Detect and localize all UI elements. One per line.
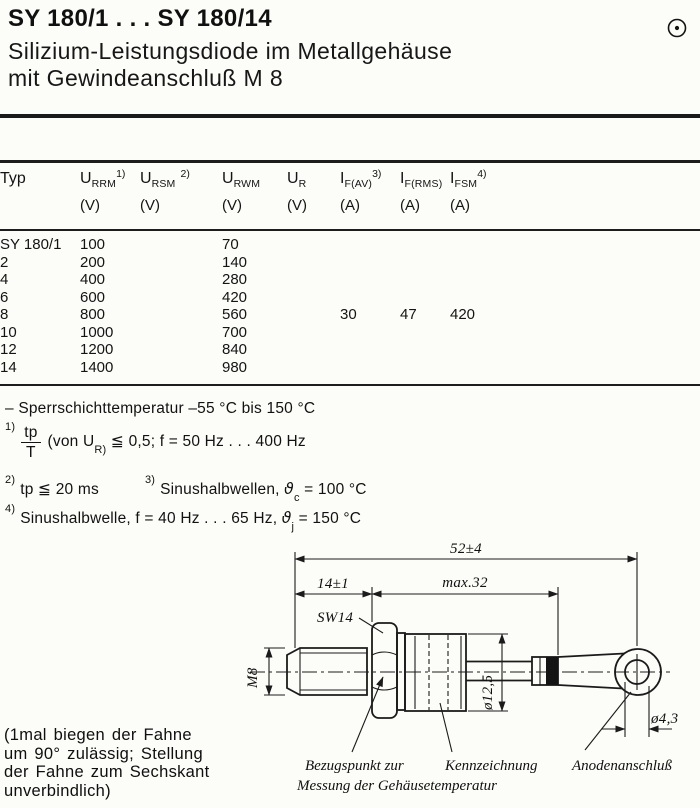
cell-urrm: 800: [80, 306, 106, 323]
cell-typ: 2: [0, 253, 9, 271]
thread-root-lines: [300, 648, 367, 695]
col-header-ur: $U_R$: [287, 170, 307, 190]
cell-typ: 14: [0, 358, 17, 376]
footnote-2-text: tp ≦ 20 ms: [20, 481, 99, 499]
cell-typ: 10: [0, 323, 17, 341]
table-row: [0, 230, 700, 254]
case-edge-lines: [415, 636, 461, 709]
label-anode-connection: Anodenanschluß: [572, 758, 672, 774]
table-row: [0, 324, 700, 342]
flag-note-line-4: unverbindlich): [4, 781, 111, 800]
title-divider-rule: [0, 114, 700, 118]
subtitle-line-1: Silizium-Leistungsdiode im Metallgehäuse: [8, 38, 453, 64]
cell-urwm: 420: [222, 288, 248, 306]
table-row: [0, 306, 700, 324]
cell-urrm: 1000: [80, 323, 114, 341]
cell-urrm: 100: [80, 236, 106, 253]
cell-urrm: 200: [80, 253, 106, 271]
circle-dot-mark-icon: [664, 16, 690, 42]
page-subtitle: [8, 38, 648, 92]
cell-urwm: 700: [222, 323, 248, 341]
ratings-table: [0, 160, 700, 386]
unit-ursm: (V): [140, 197, 160, 214]
hex-facet-lines: [372, 652, 397, 690]
col-header-ifsm: $I_{FSM}^{4)}$: [450, 168, 487, 190]
theta-case-symbol: ϑ: [284, 480, 294, 499]
unit-ur: (V): [287, 197, 307, 214]
footnote-1: $^{1)}$ $\frac{tp}{T}$ (von $U_{R)}$ ≦ 0,5; f = 50 Hz . . . 400 Hz: [5, 421, 306, 461]
cell-urwm: 70: [222, 236, 239, 253]
page-title: SY 180/1 . . . SY 180/14: [8, 5, 272, 32]
label-reference-point-line2: Messung der Gehäusetemperatur: [297, 778, 497, 794]
label-reference-point-line1: Bezugspunkt zur: [305, 758, 404, 774]
collar: [397, 633, 405, 710]
theta-junction-symbol: ϑ: [281, 509, 292, 528]
table-row: [0, 271, 700, 289]
footnote-1-marker: 1): [5, 421, 16, 433]
ext-lines-hole-dia: [625, 682, 649, 737]
cell-urrm: 1400: [80, 358, 114, 376]
cell-urrm: 400: [80, 271, 106, 288]
leader-wrench-size: [359, 618, 383, 633]
cell-urwm: 280: [222, 271, 248, 288]
cell-typ: 8: [0, 306, 9, 323]
case-body: [405, 634, 466, 711]
table-row: [0, 254, 700, 272]
flag-note-line-1: (1mal biegen der Fahne: [4, 726, 192, 744]
col-header-urwm: $U_{RWM}$: [222, 170, 261, 190]
cell-urrm: 600: [80, 288, 106, 306]
table-header: [0, 162, 700, 231]
table-body: [0, 230, 700, 385]
col-header-typ: [0, 162, 80, 197]
unit-ifsm: (A): [450, 197, 470, 214]
threaded-stud-outline: [287, 648, 367, 695]
hex-body: [372, 623, 397, 718]
flag-note-line-3: der Fahne zum Sechskant: [4, 763, 210, 781]
col-header-urrm: $U_{RRM}^{1)}$: [80, 168, 126, 190]
col-header-ifrms: $I_{F(RMS)}$: [400, 170, 443, 190]
case-dashed-lines: [429, 635, 448, 710]
flag-note-line-2: um 90° zulässig; Stellung: [4, 744, 203, 763]
cell-typ: 4: [0, 271, 9, 288]
col-header-ursm: $U_{RSM}^{2)}$: [140, 168, 190, 190]
cell-typ: SY 180/1: [0, 236, 62, 253]
footnote-3-marker: 3): [144, 474, 156, 486]
unit-ifav: (A): [340, 197, 360, 214]
masthead: [8, 5, 648, 92]
header-unit-row: [0, 196, 700, 230]
cell-urwm: 980: [222, 358, 248, 376]
tp-over-T-fraction: $\frac{tp}{T}$: [21, 424, 40, 461]
junction-temperature-note: – Sperrschichttemperatur –55 °C bis 150 °C: [5, 400, 316, 417]
col-typ-label: Typ: [0, 170, 26, 187]
cell-ifsm-shared: 420: [450, 306, 476, 323]
cell-urwm: 140: [222, 253, 248, 271]
cell-typ: 12: [0, 341, 17, 358]
lead-wire: [466, 662, 532, 681]
cell-urwm: 840: [222, 341, 248, 358]
flag-bending-note: [4, 726, 210, 800]
unit-urrm: (V): [80, 197, 100, 214]
dim-thread-size: M8: [245, 667, 261, 688]
footnotes-2-and-3: [5, 474, 367, 505]
dim-body-length: max.32: [442, 575, 488, 591]
footnote-3-text: Sinushalbwellen, $ϑ_c = 100$ °C: [160, 480, 367, 505]
cell-urrm: 1200: [80, 341, 114, 358]
footnote-4: [5, 503, 362, 534]
cell-ifav-shared: 30: [340, 306, 357, 323]
footnote-2-marker: 2): [5, 474, 16, 486]
cell-typ: 6: [0, 288, 9, 306]
table-row: [0, 359, 700, 386]
table-row: [0, 289, 700, 307]
cell-ifrms-shared: 47: [400, 306, 417, 323]
footnote-4-text: Sinushalbwelle, f = 40 Hz . . . 65 Hz, $ϑ_j = 150$ °C: [20, 509, 362, 534]
dim-body-diameter: ø12,5: [480, 674, 496, 710]
leader-anode: [585, 692, 631, 750]
label-marking: Kennzeichnung: [445, 758, 538, 774]
unit-ifrms: (A): [400, 197, 420, 214]
dim-overall-length: 52±4: [450, 541, 482, 557]
dim-wrench-size: SW14: [317, 610, 354, 626]
dim-hole-diameter: ø4,3: [651, 711, 679, 727]
flag-terminal-edges: [558, 654, 624, 689]
footnote-4-marker: 4): [5, 503, 16, 515]
dim-stud-length: 14±1: [317, 576, 349, 592]
outline-drawing: [240, 530, 700, 808]
ext-lines-thread: [264, 648, 285, 695]
unit-urwm: (V): [222, 197, 242, 214]
col-header-ifav: $I_{F(AV)}^{3)}$: [340, 168, 382, 190]
cell-urwm: 560: [222, 306, 248, 323]
crimp-band: [546, 657, 558, 685]
subtitle-line-2: mit Gewindeanschluß M 8: [8, 65, 284, 91]
header-symbol-row: [0, 162, 700, 197]
ext-lines-stud-body: [372, 587, 558, 655]
table-row: [0, 341, 700, 359]
